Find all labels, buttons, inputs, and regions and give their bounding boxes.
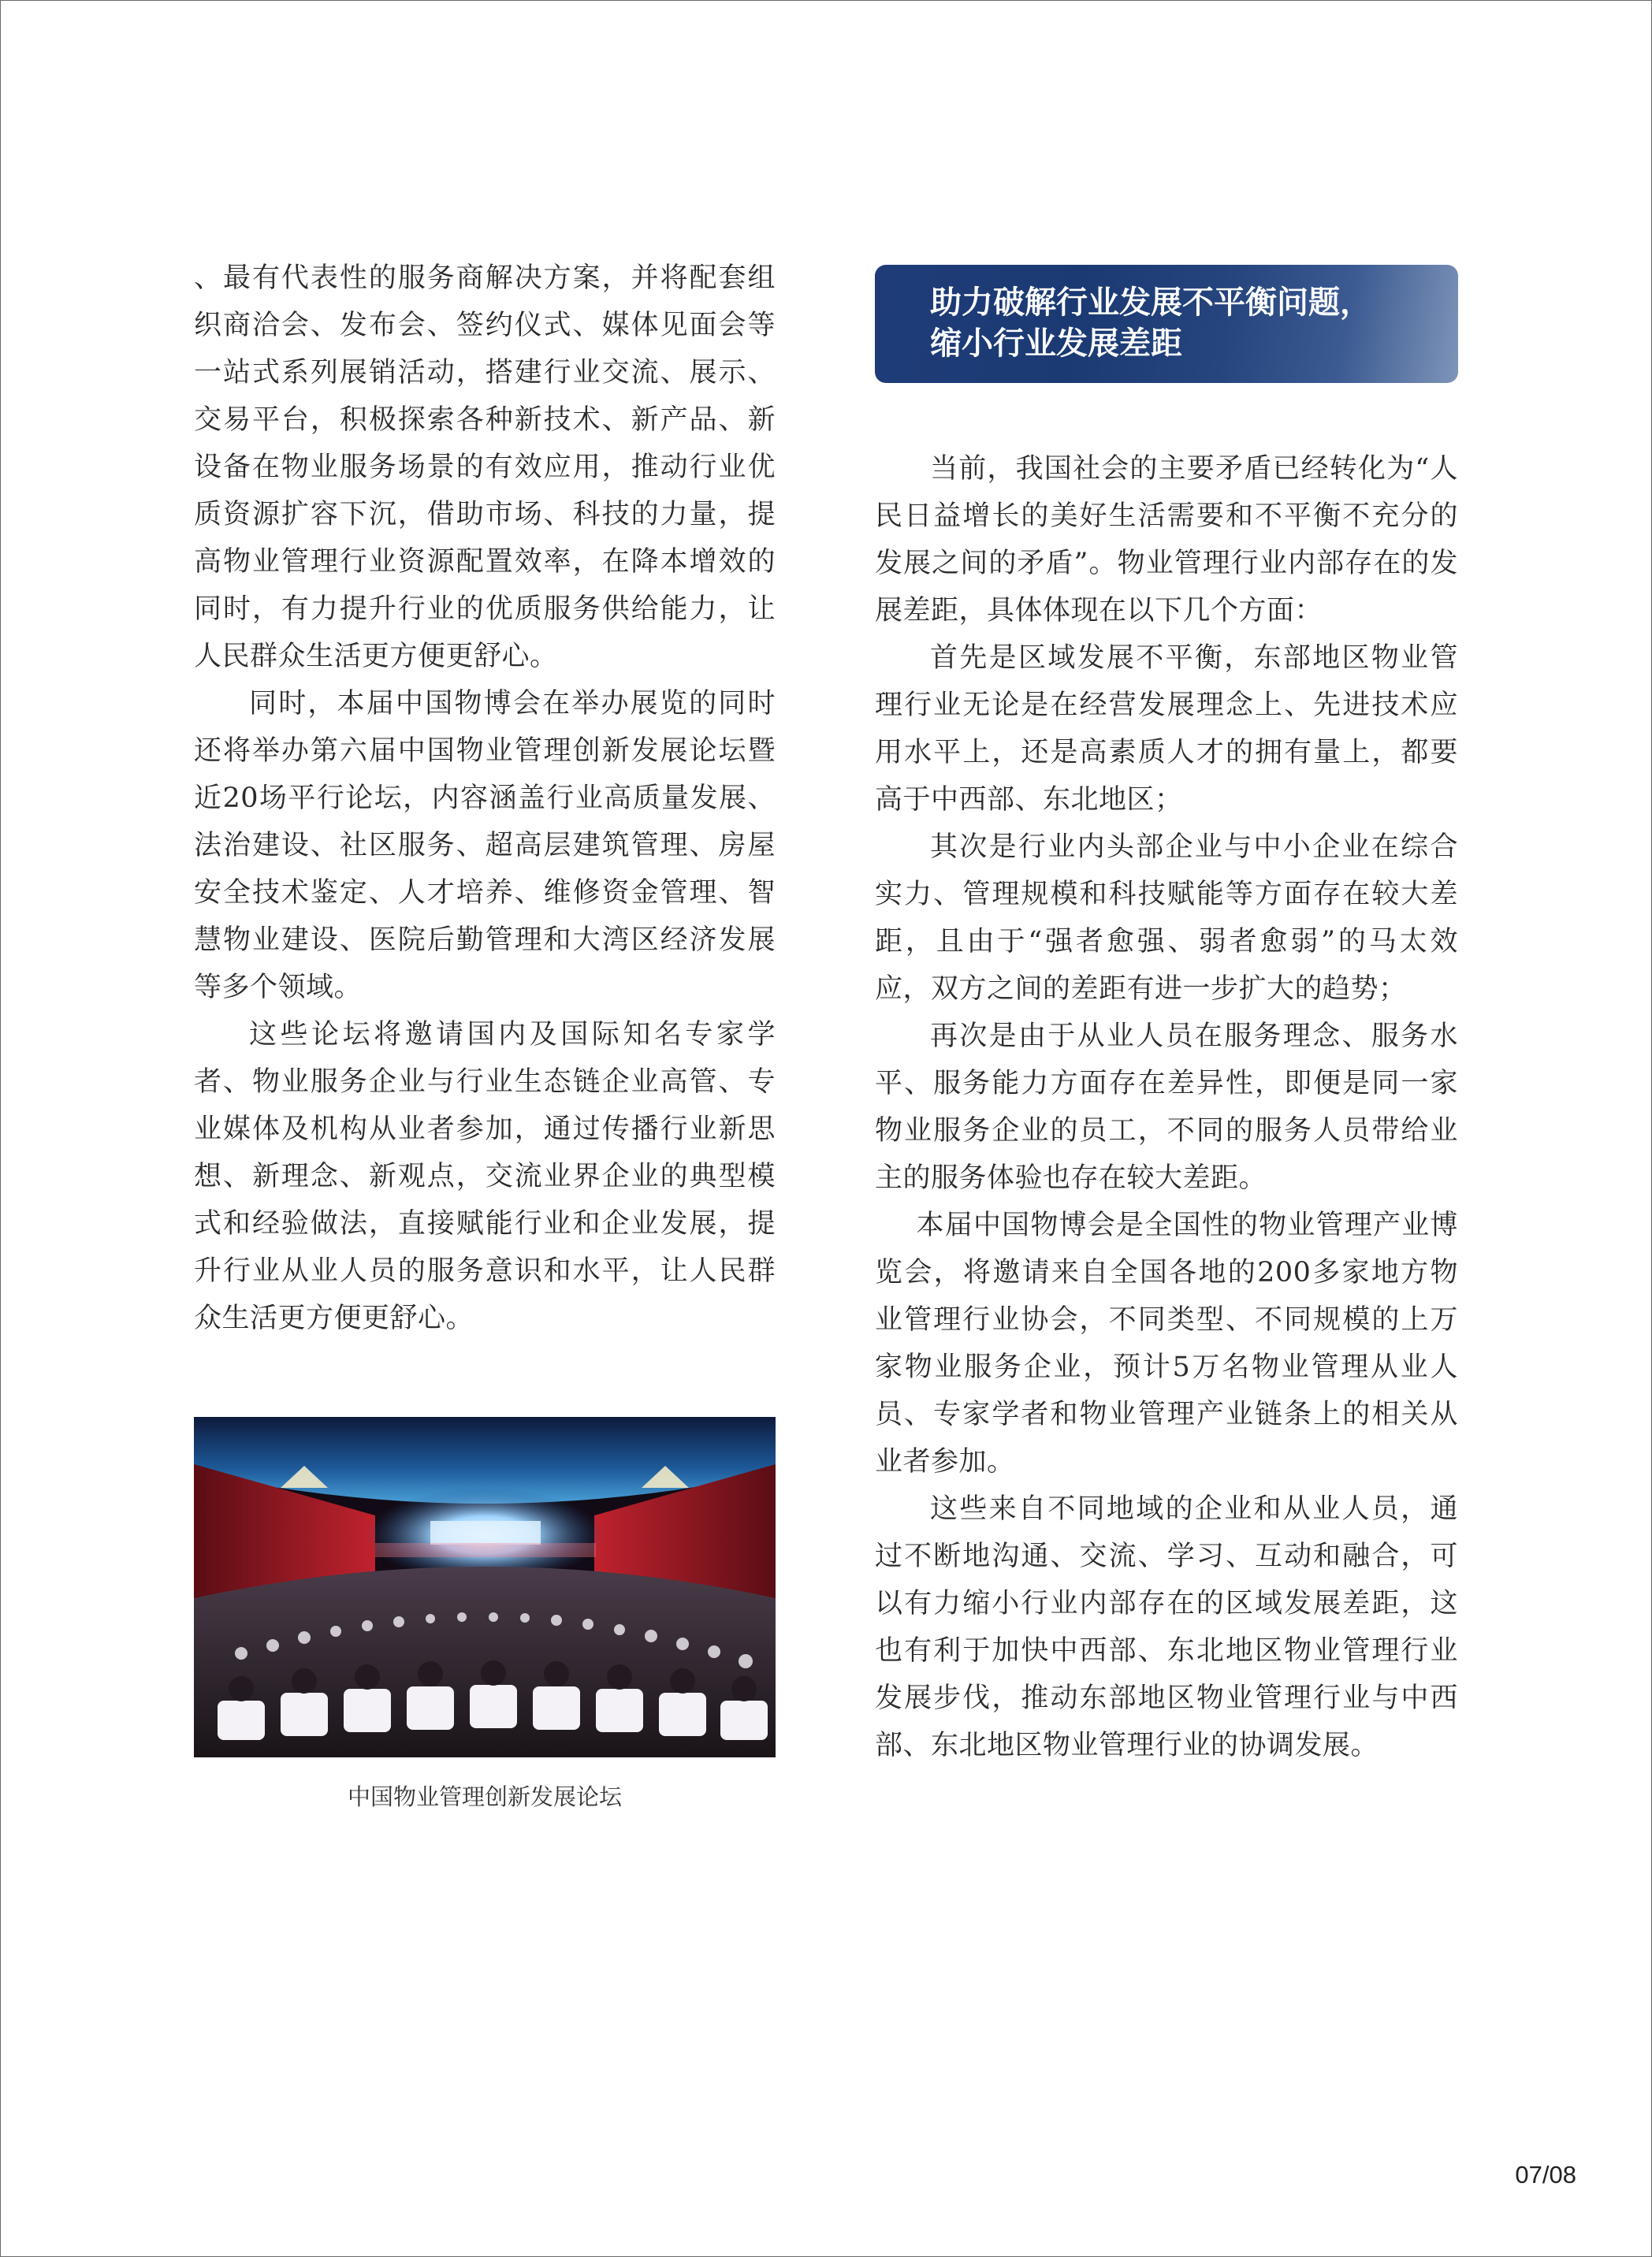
forum-photo-illustration (194, 1417, 776, 1757)
section-heading-line-2: 缩小行业发展差距 (930, 325, 1182, 362)
photo-caption: 中国物业管理创新发展论坛 (347, 1783, 622, 1810)
right-paragraph-4: 再次是由于从业人员在服务理念、服务水平、服务能力方面存在差异性，即便是同一家物业服务企业的员工，不同的服务人员带给业主的服务体验也存在较大差距。 (875, 1021, 1458, 1194)
left-column (194, 255, 776, 1342)
right-paragraph-5: 本届中国物博会是全国性的物业管理产业博览会，将邀请来自全国各地的200多家地方物业管理行业协会，不同类型、不同规模的上万家物业服务企业，预计5万名物业管理从业人员、专家学者和物业管理产业链条上的相关从业者参加。 (875, 1210, 1458, 1478)
section-heading (875, 265, 1458, 383)
section-heading-line-1: 助力破解行业发展不平衡问题， (930, 284, 1371, 321)
left-paragraph-2: 同时，本届中国物博会在举办展览的同时还将举办第六届中国物业管理创新发展论坛暨近20场平行论坛，内容涵盖行业高质量发展、法治建设、社区服务、超高层建筑管理、房屋安全技术鉴定、人才培养、维修资金管理、智慧物业建设、医院后勤管理和大湾区经济发展等多个领域。 (194, 688, 776, 1003)
right-paragraph-1: 当前，我国社会的主要矛盾已经转化为“人民日益增长的美好生活需要和不平衡不充分的发展之间的矛盾”。物业管理行业内部存在的发展差距，具体体现在以下几个方面： (875, 453, 1458, 627)
right-column (875, 445, 1458, 1769)
right-paragraph-3: 其次是行业内头部企业与中小企业在综合实力、管理规模和科技赋能等方面存在较大差距，且由于“强者愈强、弱者愈弱”的马太效应，双方之间的差距有进一步扩大的趋势； (875, 831, 1458, 1005)
forum-photo (194, 1417, 776, 1757)
left-paragraph-1: 、最有代表性的服务商解决方案，并将配套组织商洽会、发布会、签约仪式、媒体见面会等一站式系列展销活动，搭建行业交流、展示、交易平台，积极探索各种新技术、新产品、新设备在物业服务场景的有效应用，推动行业优质资源扩容下沉，借助市场、科技的力量，提高物业管理行业资源配置效率，在降本增效的同时，有力提升行业的优质服务供给能力，让人民群众生活更方便更舒心。 (194, 262, 776, 672)
right-paragraph-2: 首先是区域发展不平衡，东部地区物业管理行业无论是在经营发展理念上、先进技术应用水平上，还是高素质人才的拥有量上，都要高于中西部、东北地区； (875, 642, 1458, 816)
page-number: 07/08 (1515, 2161, 1576, 2188)
left-paragraph-3: 这些论坛将邀请国内及国际知名专家学者、物业服务企业与行业生态链企业高管、专业媒体及机构从业者参加，通过传播行业新思想、新理念、新观点，交流业界企业的典型模式和经验做法，直接赋能行业和企业发展，提升行业从业人员的服务意识和水平，让人民群众生活更方便更舒心。 (194, 1019, 776, 1334)
right-paragraph-6: 这些来自不同地域的企业和从业人员，通过不断地沟通、交流、学习、互动和融合，可以有力缩小行业内部存在的区域发展差距，这也有利于加快中西部、东北地区物业管理行业发展步伐，推动东部地区物业管理行业与中西部、东北地区物业管理行业的协调发展。 (875, 1493, 1458, 1761)
